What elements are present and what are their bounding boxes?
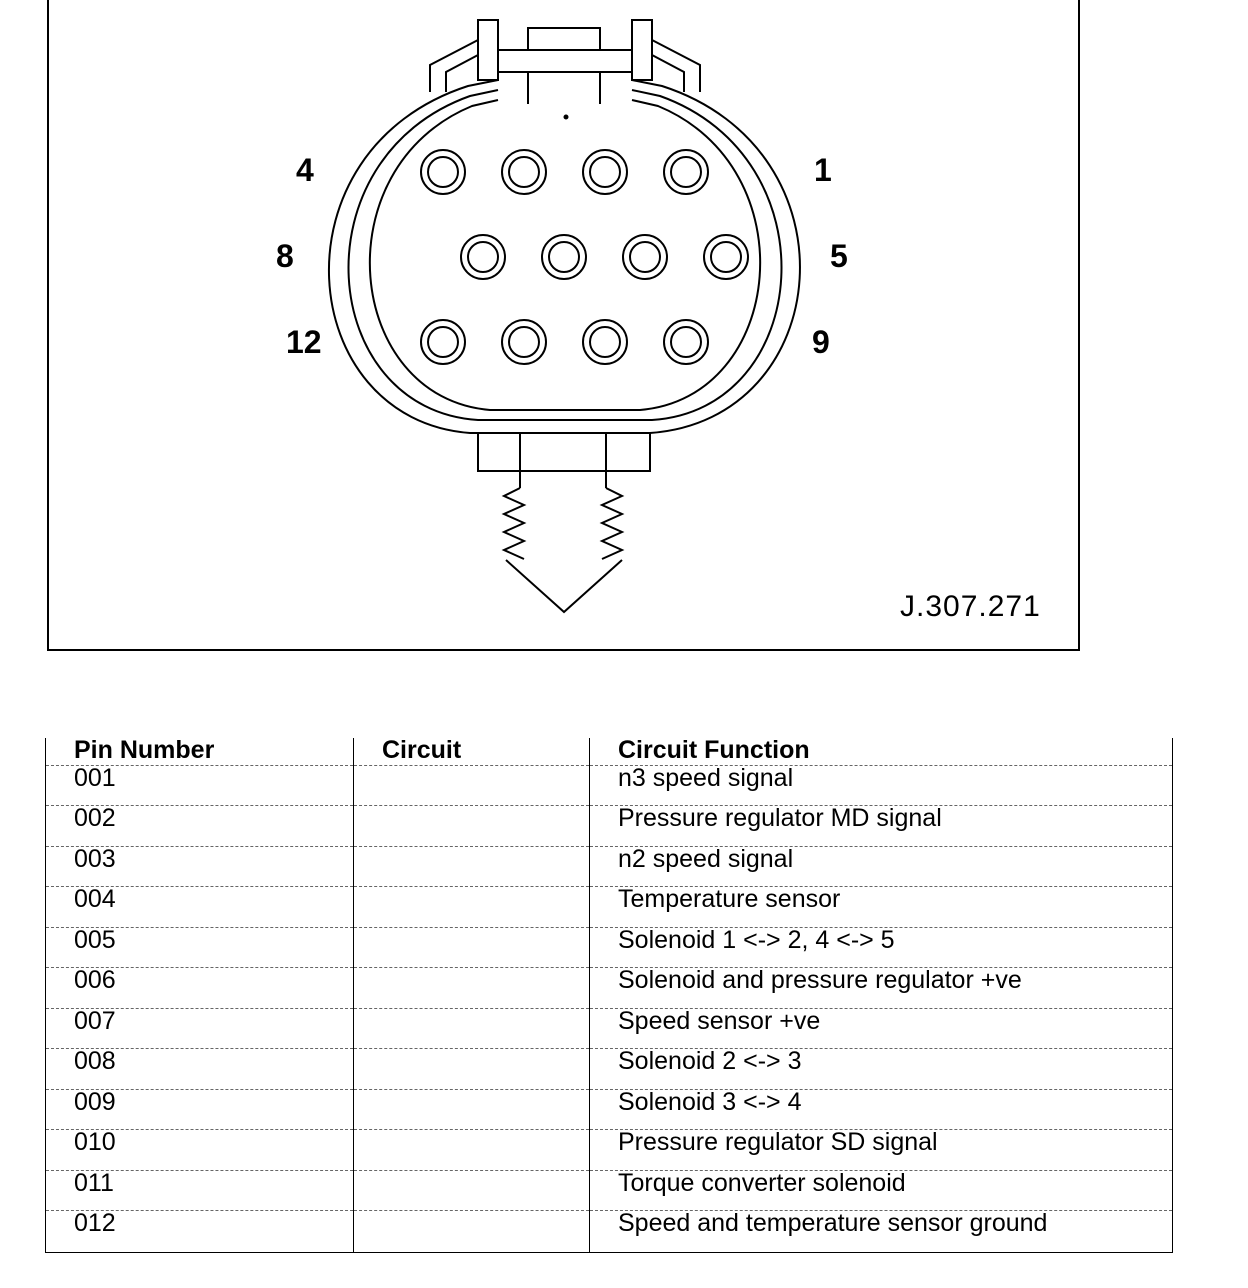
connector-housing	[329, 80, 800, 433]
table-row	[46, 846, 1173, 887]
cell-circuit	[354, 1049, 590, 1090]
cell-circuit-function: Torque converter solenoid	[590, 1170, 1173, 1211]
cell-circuit-function: Pressure regulator SD signal	[590, 1130, 1173, 1171]
table-row	[46, 1130, 1173, 1171]
table-row	[46, 765, 1173, 806]
cell-circuit-function: Solenoid 2 <-> 3	[590, 1049, 1173, 1090]
table-row	[46, 968, 1173, 1009]
pin-socket-row-2	[461, 235, 748, 279]
cable-strain-relief	[478, 433, 650, 612]
cell-circuit-function: Temperature sensor	[590, 887, 1173, 928]
cell-pin-number: 008	[46, 1049, 354, 1090]
pin-label-bottom-right: 9	[812, 324, 830, 360]
cell-circuit	[354, 927, 590, 968]
header-circuit-function: Circuit Function	[590, 738, 1173, 765]
cell-pin-number: 006	[46, 968, 354, 1009]
cell-pin-number: 001	[46, 765, 354, 806]
cell-circuit	[354, 1130, 590, 1171]
cell-circuit	[354, 1211, 590, 1253]
cell-pin-number: 011	[46, 1170, 354, 1211]
header-pin-number: Pin Number	[46, 738, 354, 765]
cell-circuit-function: Speed and temperature sensor ground	[590, 1211, 1173, 1253]
cell-circuit	[354, 765, 590, 806]
table-row	[46, 806, 1173, 847]
diagram-reference-code: J.307.271	[900, 590, 1041, 623]
cell-circuit	[354, 968, 590, 1009]
cell-circuit-function: n2 speed signal	[590, 846, 1173, 887]
cell-pin-number: 004	[46, 887, 354, 928]
cell-pin-number: 007	[46, 1008, 354, 1049]
table-row	[46, 1170, 1173, 1211]
table-body	[46, 765, 1173, 1253]
cell-circuit	[354, 1008, 590, 1049]
pin-function-table	[45, 738, 1173, 1253]
cell-circuit-function: Solenoid 1 <-> 2, 4 <-> 5	[590, 927, 1173, 968]
cell-circuit-function: Pressure regulator MD signal	[590, 806, 1173, 847]
cell-pin-number: 010	[46, 1130, 354, 1171]
cell-circuit-function: n3 speed signal	[590, 765, 1173, 806]
cell-pin-number: 005	[46, 927, 354, 968]
pin-label-middle-right: 5	[830, 238, 848, 274]
table-row	[46, 1211, 1173, 1253]
pin-socket-row-3	[421, 320, 708, 364]
cell-circuit	[354, 806, 590, 847]
cell-pin-number: 003	[46, 846, 354, 887]
cell-circuit-function: Speed sensor +ve	[590, 1008, 1173, 1049]
pin-label-top-right: 1	[814, 152, 832, 188]
header-circuit: Circuit	[354, 738, 590, 765]
pin-socket-row-1	[421, 150, 708, 194]
table-row	[46, 1089, 1173, 1130]
cell-pin-number: 002	[46, 806, 354, 847]
pin-label-top-left: 4	[296, 152, 314, 188]
cell-pin-number: 012	[46, 1211, 354, 1253]
table-row	[46, 887, 1173, 928]
table-header-row	[46, 738, 1173, 765]
cell-circuit	[354, 887, 590, 928]
table-row	[46, 1008, 1173, 1049]
table-row	[46, 1049, 1173, 1090]
connector-latch	[430, 20, 700, 104]
table-row	[46, 927, 1173, 968]
cell-circuit-function: Solenoid 3 <-> 4	[590, 1089, 1173, 1130]
pin-label-bottom-left: 12	[286, 324, 322, 360]
cell-circuit	[354, 1170, 590, 1211]
cell-pin-number: 009	[46, 1089, 354, 1130]
cell-circuit	[354, 1089, 590, 1130]
pin-label-middle-left: 8	[276, 238, 294, 274]
cell-circuit	[354, 846, 590, 887]
cell-circuit-function: Solenoid and pressure regulator +ve	[590, 968, 1173, 1009]
